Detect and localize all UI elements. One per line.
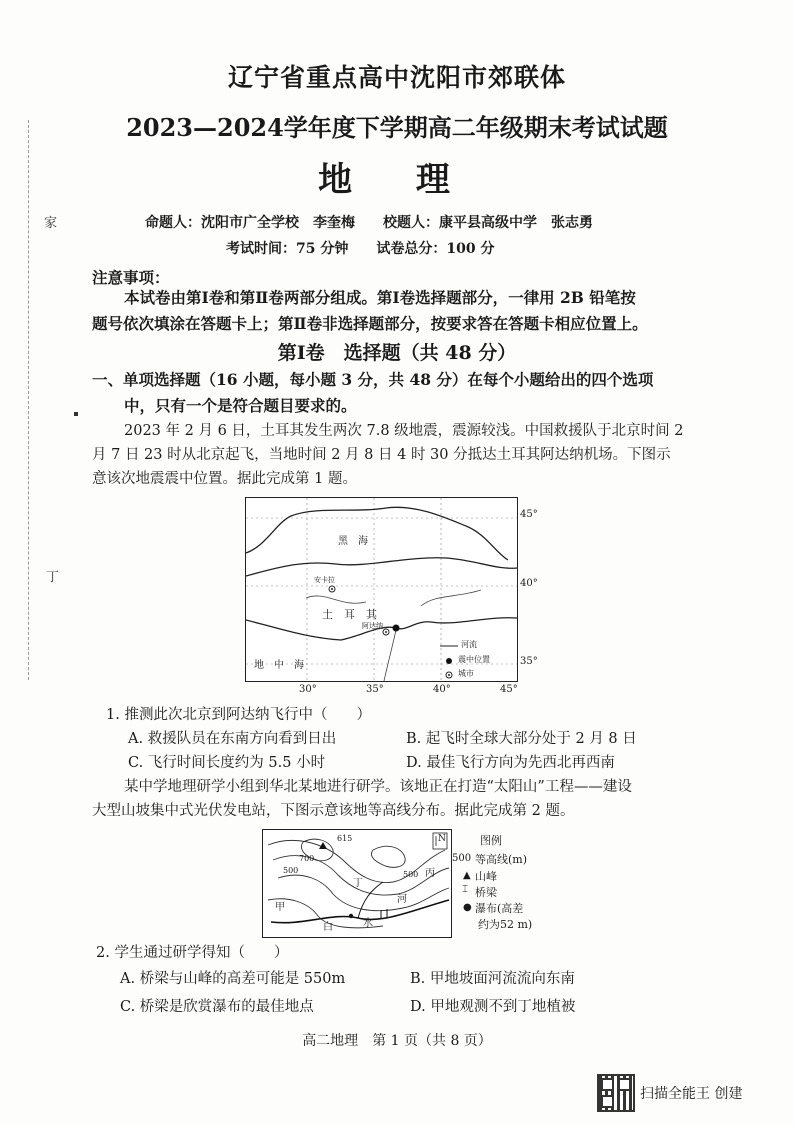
- notice-line: 题号依次填涂在答题卡上；第Ⅱ卷非选择题部分，按要求答在答题卡相应位置上。: [92, 314, 648, 333]
- bridge-icon: ⌶: [462, 884, 468, 895]
- margin-mark: 丁: [46, 570, 60, 585]
- legend-river: 河流: [461, 640, 477, 649]
- lon-label: 35°: [366, 684, 384, 695]
- option-b: B. 甲地坡面河流流向东南: [410, 971, 575, 987]
- section-instruction: 一、单项选择题（16 小题，每小题 3 分，共 48 分）在每个小题给出的四个选项: [92, 370, 654, 389]
- option-c: C. 桥梁是欣赏瀑布的最佳地点: [120, 999, 314, 1015]
- label-mediterranean: 地 中 海: [254, 660, 304, 671]
- notice-line: 本试卷由第Ⅰ卷和第Ⅱ卷两部分组成。第Ⅰ卷选择题部分，一律用 2B 铅笔按: [124, 288, 636, 307]
- contour-map: [262, 829, 452, 938]
- question-stem: 1. 推测此次北京到阿达纳飞行中（ ）: [106, 707, 371, 723]
- section-title: 第Ⅰ卷 选择题（共 48 分）: [277, 342, 517, 364]
- lon-label: 30°: [299, 684, 317, 695]
- legend-epicenter: 震中位置: [458, 655, 490, 664]
- passage-line: 大型山坡集中式光伏发电站，下图示意该地等高线分布。据此完成第 2 题。: [92, 803, 575, 819]
- passage-line: 月 7 日 23 时从北京起飞，当地时间 2 月 8 日 4 时 30 分抵达土耳其阿达纳机场。下图示: [92, 447, 671, 463]
- label-ankara: 安卡拉: [314, 576, 335, 584]
- page-number: 高二地理 第 1 页（共 8 页）: [302, 1033, 492, 1049]
- place-shui: 水: [363, 918, 373, 929]
- passage-line: 意该次地震震中位置。据此完成第 1 题。: [92, 471, 357, 487]
- question-stem: 2. 学生通过研学得知（ ）: [96, 945, 289, 961]
- passage-line: 2023 年 2 月 6 日，土耳其发生两次 7.8 级地震，震源较浅。中国救援队于北京时间 2: [124, 423, 684, 439]
- legend-contour: 等高线(m): [475, 853, 528, 866]
- legend-bridge: 桥梁: [475, 886, 497, 899]
- option-a: A. 桥梁与山峰的高差可能是 550m: [120, 971, 346, 987]
- option-a: A. 救援队员在东南方向看到日出: [128, 731, 337, 747]
- passage-line: 某中学地理研学小组到华北某地进行研学。该地正在打造“太阳山”工程——建设: [124, 779, 632, 795]
- lat-label: 40°: [520, 578, 538, 589]
- option-d: D. 甲地观测不到丁地植被: [410, 999, 576, 1015]
- qr-code-icon: [597, 1074, 635, 1112]
- margin-mark: 家: [44, 216, 58, 231]
- option-c: C. 飞行时间长度约为 5.5 小时: [128, 755, 326, 771]
- option-d: D. 最佳飞行方向为先西北再西南: [406, 755, 615, 771]
- section-instruction: 中，只有一个是符合题目要求的。: [124, 396, 357, 415]
- lon-label: 40°: [433, 684, 451, 695]
- place-ding: 丁: [353, 878, 363, 889]
- label-turkey: 土 耳 其: [322, 608, 377, 621]
- place-bai: 白: [323, 922, 333, 933]
- margin-dot: [74, 412, 78, 416]
- place-he: 河: [397, 894, 407, 905]
- option-b: B. 起飞时全球大部分处于 2 月 8 日: [406, 731, 637, 747]
- turkey-earthquake-map: [245, 497, 518, 682]
- label-adana: 阿达纳: [362, 622, 383, 630]
- waterfall-icon: ●: [463, 902, 472, 913]
- watermark-text: 扫描全能王 创建: [640, 1086, 743, 1102]
- exam-info: 考试时间：75 分钟 试卷总分：100 分: [226, 241, 495, 257]
- north-label: N: [438, 834, 446, 844]
- contour-label: 615: [337, 834, 353, 843]
- notice-title: 注意事项：: [92, 268, 170, 287]
- legend-city: 城市: [458, 669, 474, 678]
- place-jia: 甲: [275, 902, 285, 913]
- lon-label: 45°: [500, 684, 518, 695]
- legend-waterfall: 约为52 m): [478, 918, 533, 931]
- author-line: 命题人：沈阳市广全学校 李奎梅 校题人：康平县高级中学 张志勇: [145, 215, 593, 231]
- lat-label: 45°: [520, 509, 538, 520]
- contour-label: 500: [283, 866, 299, 875]
- contour-label: 700: [299, 854, 315, 863]
- place-bing: 丙: [425, 868, 435, 879]
- peak-icon: ▲: [463, 870, 471, 881]
- label-black-sea: 黑 海: [338, 536, 368, 547]
- binding-margin-line: [28, 120, 29, 680]
- lat-label: 35°: [520, 656, 538, 667]
- exam-title: 2023—2024学年度下学期高二年级期末考试试题: [126, 113, 668, 142]
- contour-label: 500: [403, 870, 419, 879]
- subject-title: 地 理: [318, 160, 476, 200]
- legend-peak: 山峰: [475, 870, 497, 883]
- school-title: 辽宁省重点高中沈阳市郊联体: [227, 63, 566, 92]
- legend-contour-value: 500: [452, 853, 472, 864]
- legend-waterfall: 瀑布(高差: [475, 902, 524, 915]
- legend-title: 图例: [480, 834, 502, 847]
